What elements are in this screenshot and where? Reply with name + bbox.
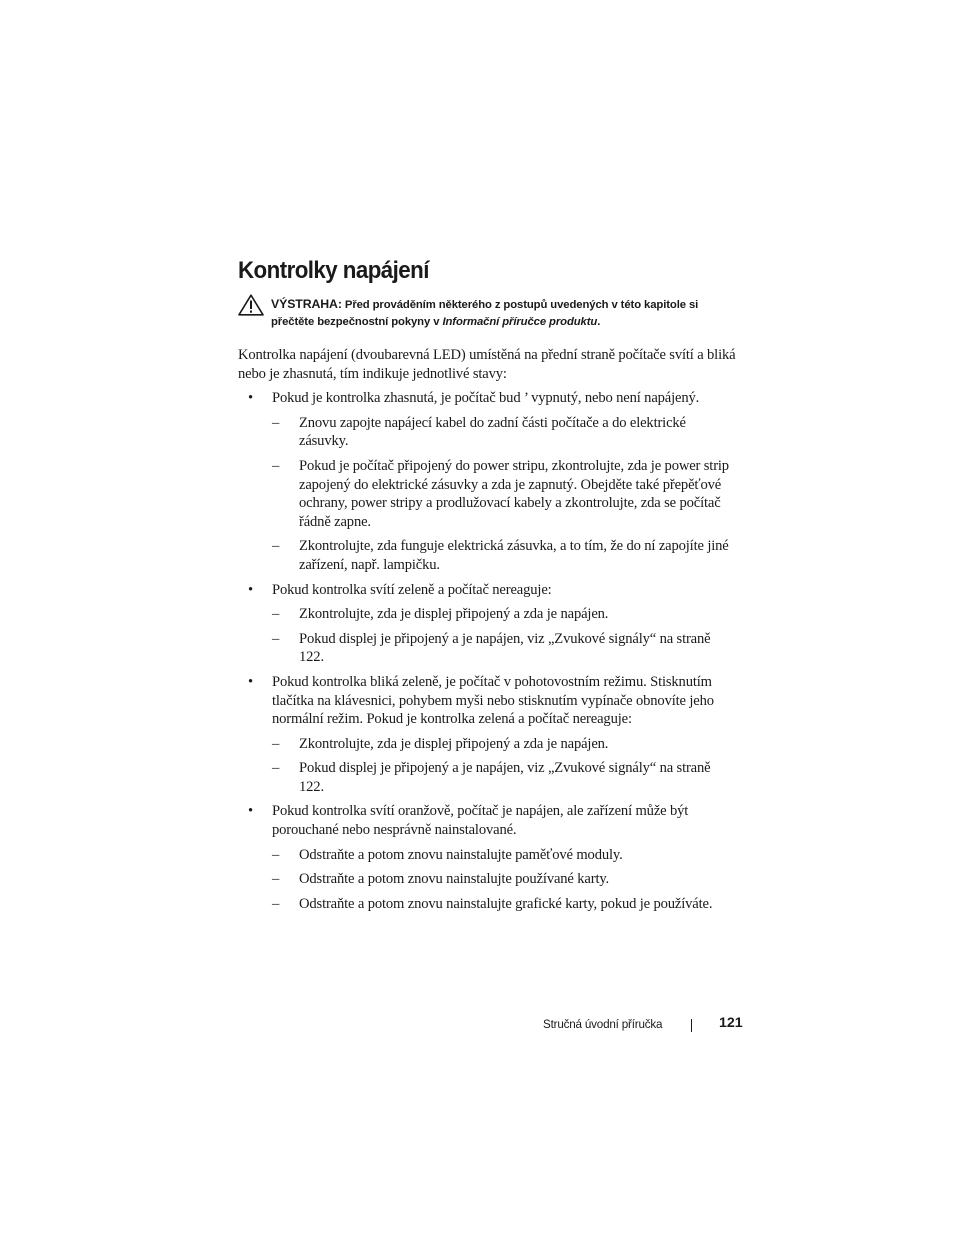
sub-list-item [272,759,738,796]
footer-guide-title: Stručná úvodní příručka [543,1017,663,1031]
sub-list-item-text: Odstraňte a potom znovu nainstalujte používané karty. [299,871,610,888]
dash-mark: – [272,538,280,555]
sub-list-item [272,846,738,865]
page-content [238,255,738,913]
sub-list-item [272,605,738,624]
dash-mark: – [272,414,280,431]
list-item [238,802,738,913]
footer-separator [691,1019,692,1032]
sub-list [272,414,738,575]
list-item-text: Pokud kontrolka svítí zeleně a počítač nereaguje: [272,581,552,598]
sub-list-item-text: Znovu zapojte napájecí kabel do zadní části počítače a do elektrické zásuvky. [299,414,686,450]
dash-mark: – [272,895,280,912]
sub-list-item [272,457,738,531]
dash-mark: – [272,871,280,888]
sub-list-item [272,735,738,754]
sub-list-item-text: Odstraňte a potom znovu nainstalujte paměťové moduly. [299,846,623,863]
sub-list-item [272,630,738,667]
warning-triangle-icon [238,294,264,316]
sub-list-item-text: Odstraňte a potom znovu nainstalujte grafické karty, pokud je používáte. [299,895,713,912]
sub-list [272,605,738,667]
dash-mark: – [272,606,280,623]
sub-list-item-text: Zkontrolujte, zda funguje elektrická zásuvka, a to tím, že do ní zapojíte jiné zařízení, např. lampičku. [299,538,729,573]
list-item [238,673,738,797]
bullet-mark: • [248,581,253,598]
sub-list-item-text: Zkontrolujte, zda je displej připojený a zda je napájen. [299,606,609,623]
warning-notice [238,296,738,331]
list-item-text: Pokud kontrolka bliká zeleně, je počítač v pohotovostním režimu. Stisknutím tlačítka na klávesnici, pohybem myši nebo stisknutím vypínače obnovíte jeho normální režim. Pokud je kontrolka zelená a počítač nereaguje: [272,673,714,728]
dash-mark: – [272,846,280,863]
dash-mark: – [272,760,280,777]
sub-list-item [272,870,738,889]
dash-mark: – [272,630,280,647]
warning-label: VÝSTRAHA: [271,297,342,311]
warning-text: Před prováděním některého z postupů uvedených v této kapitole si přečtěte bezpečnostní pokyny v [271,299,699,328]
sub-list-item-text: Pokud displej je připojený a je napájen, viz „Zvukové signály“ na straně 122. [299,630,711,666]
bullet-mark: • [248,673,253,690]
bullet-mark: • [248,803,253,820]
status-list [238,389,738,913]
dash-mark: – [272,735,280,752]
list-item [238,581,738,667]
bullet-mark: • [248,390,253,407]
warning-text-end: . [597,316,601,328]
list-item-text: Pokud kontrolka svítí oranžově, počítač je napájen, ale zařízení může být porouchané nebo nesprávně nainstalované. [272,803,689,839]
list-item-text: Pokud je kontrolka zhasnutá, je počítač bud ’ vypnutý, nebo není napájený. [272,390,700,407]
sub-list-item-text: Pokud je počítač připojený do power stripu, zkontrolujte, zda je power strip zapojený do elektrické zásuvky a zda je zapnutý. Obejděte také přepěťové ochrany, power stripy a prodlužovací kabely a zkontrolujte, zda se počítač řádně zapne. [299,457,729,530]
list-item [238,389,738,574]
sub-list [272,735,738,797]
sub-list-item [272,895,738,914]
sub-list [272,846,738,914]
page-number: 121 [719,1015,743,1031]
page-title: Kontrolky napájení [238,257,429,284]
dash-mark: – [272,457,280,474]
page-footer [543,1013,741,1035]
sub-list-item-text: Zkontrolujte, zda je displej připojený a zda je napájen. [299,735,609,752]
intro-paragraph: Kontrolka napájení (dvoubarevná LED) umístěná na přední straně počítače svítí a bliká nebo je zhasnutá, tím indikuje jednotlivé stavy: [238,347,736,382]
warning-doc-title: Informační příručce produktu [442,316,598,328]
sub-list-item [272,414,738,451]
sub-list-item [272,537,738,574]
sub-list-item-text: Pokud displej je připojený a je napájen, viz „Zvukové signály“ na straně 122. [299,760,711,795]
